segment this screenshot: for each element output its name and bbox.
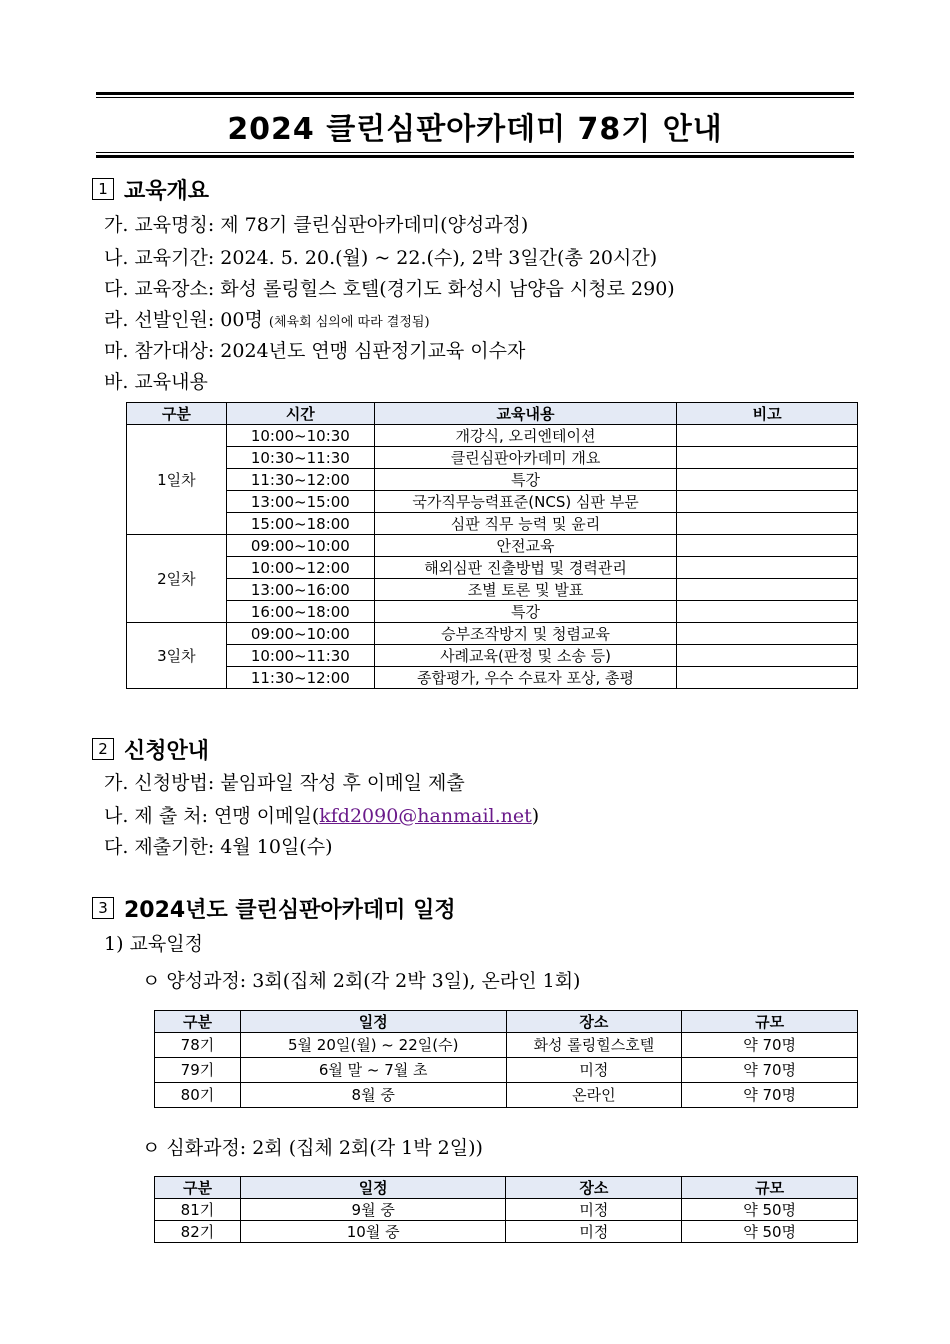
time-cell: 13:00~15:00	[226, 491, 374, 513]
basic-course-bullet: ㅇ 양성과정: 3회(집체 2회(각 2박 3일), 온라인 1회)	[142, 970, 581, 992]
time-cell: 09:00~10:00	[226, 623, 374, 645]
time-cell: 10:00~11:30	[226, 645, 374, 667]
note-cell	[677, 667, 858, 689]
day-cell: 3일차	[127, 623, 227, 689]
table-cell: 약 70명	[682, 1033, 858, 1058]
time-cell: 16:00~18:00	[226, 601, 374, 623]
schedule-subheading: 1) 교육일정	[104, 933, 203, 955]
overview-line-target: 마. 참가대상: 2024년도 연맹 심판정기교육 이수자	[104, 340, 526, 362]
advanced-course-bullet: ㅇ 심화과정: 2회 (집체 2회(각 1박 2일))	[142, 1137, 483, 1159]
note-cell	[677, 601, 858, 623]
email-link[interactable]: kfd2090@hanmail.net	[319, 805, 532, 827]
table-cell: 미정	[506, 1221, 682, 1243]
content-cell: 클린심판아카데미 개요	[374, 447, 677, 469]
table-header-cell: 규모	[682, 1011, 858, 1033]
title-rule	[96, 152, 854, 153]
overview-line-name: 가. 교육명칭: 제 78기 클린심판아카데미(양성과정)	[104, 214, 529, 236]
application-line-recipient	[104, 801, 539, 828]
table-header-cell: 시간	[226, 403, 374, 425]
time-cell: 10:30~11:30	[226, 447, 374, 469]
section-number: 3	[92, 897, 114, 919]
application-line-method: 가. 신청방법: 붙임파일 작성 후 이메일 제출	[104, 772, 465, 794]
table-header-cell: 일정	[240, 1177, 506, 1199]
title-rule	[96, 155, 854, 158]
time-cell: 09:00~10:00	[226, 535, 374, 557]
section-number: 1	[92, 178, 114, 200]
table-cell: 화성 롤링힐스호텔	[506, 1033, 682, 1058]
table-header-cell: 장소	[506, 1177, 682, 1199]
section-heading-schedule	[92, 893, 456, 923]
section-heading-overview	[92, 174, 209, 204]
content-cell: 조별 토론 및 발표	[374, 579, 677, 601]
title-rule	[96, 97, 854, 98]
time-cell: 15:00~18:00	[226, 513, 374, 535]
table-row	[127, 623, 858, 645]
table-cell: 약 70명	[682, 1058, 858, 1083]
content-cell: 특강	[374, 469, 677, 491]
table-row	[127, 645, 858, 667]
section-title: 2024년도 클린심판아카데미 일정	[124, 897, 456, 923]
quota-note: (체육회 심의에 따라 결정됨)	[268, 315, 430, 330]
table-cell: 78기	[155, 1033, 241, 1058]
table-row	[127, 491, 858, 513]
note-cell	[677, 579, 858, 601]
table-cell: 약 50명	[682, 1199, 858, 1221]
time-cell: 10:00~10:30	[226, 425, 374, 447]
time-cell: 11:30~12:00	[226, 469, 374, 491]
note-cell	[677, 491, 858, 513]
note-cell	[677, 623, 858, 645]
section-heading-application	[92, 734, 209, 764]
table-cell: 미정	[506, 1199, 682, 1221]
table-header-cell: 비고	[677, 403, 858, 425]
table-row	[127, 535, 858, 557]
table-row	[127, 557, 858, 579]
day-cell: 2일차	[127, 535, 227, 623]
table-row	[127, 579, 858, 601]
table-row	[127, 513, 858, 535]
note-cell	[677, 535, 858, 557]
content-cell: 사례교육(판정 및 소송 등)	[374, 645, 677, 667]
section-title: 교육개요	[124, 178, 210, 204]
time-cell: 10:00~12:00	[226, 557, 374, 579]
content-cell: 승부조작방지 및 청렴교육	[374, 623, 677, 645]
overview-line-period: 나. 교육기간: 2024. 5. 20.(월) ~ 22.(수), 2박 3일간(총 20시간)	[104, 247, 658, 269]
table-row	[155, 1058, 858, 1083]
table-row	[127, 469, 858, 491]
overview-line-content: 바. 교육내용	[104, 371, 208, 393]
quota-text: 라. 선발인원: 00명	[104, 309, 263, 331]
table-cell: 미정	[506, 1058, 682, 1083]
table-row	[155, 1199, 858, 1221]
note-cell	[677, 645, 858, 667]
note-cell	[677, 513, 858, 535]
note-cell	[677, 469, 858, 491]
table-header-cell: 구분	[155, 1011, 241, 1033]
content-cell: 개강식, 오리엔테이션	[374, 425, 677, 447]
table-row	[127, 425, 858, 447]
table-row	[155, 1033, 858, 1058]
table-cell: 79기	[155, 1058, 241, 1083]
table-cell: 8월 중	[240, 1083, 506, 1108]
content-cell: 심판 직무 능력 및 윤리	[374, 513, 677, 535]
table-header-cell: 교육내용	[374, 403, 677, 425]
table-cell: 81기	[155, 1199, 241, 1221]
curriculum-table	[126, 402, 858, 689]
table-cell: 6월 말 ~ 7월 초	[240, 1058, 506, 1083]
table-cell: 80기	[155, 1083, 241, 1108]
content-cell: 안전교육	[374, 535, 677, 557]
time-cell: 11:30~12:00	[226, 667, 374, 689]
basic-course-table	[154, 1010, 858, 1108]
table-header-cell: 규모	[682, 1177, 858, 1199]
table-header-row	[155, 1011, 858, 1033]
table-cell: 9월 중	[240, 1199, 506, 1221]
title-box	[96, 92, 854, 158]
table-header-cell: 구분	[155, 1177, 241, 1199]
application-line-deadline: 다. 제출기한: 4월 10일(수)	[104, 836, 333, 858]
note-cell	[677, 557, 858, 579]
table-header-row	[155, 1177, 858, 1199]
recipient-prefix: 나. 제 출 처: 연맹 이메일(	[104, 805, 320, 827]
time-cell: 13:00~16:00	[226, 579, 374, 601]
title-rule	[96, 92, 854, 95]
content-cell: 국가직무능력표준(NCS) 심판 부문	[374, 491, 677, 513]
table-header-row	[127, 403, 858, 425]
content-cell: 특강	[374, 601, 677, 623]
table-row	[127, 447, 858, 469]
overview-line-location: 다. 교육장소: 화성 롤링힐스 호텔(경기도 화성시 남양읍 시청로 290)	[104, 278, 675, 300]
table-cell: 82기	[155, 1221, 241, 1243]
recipient-suffix: )	[531, 805, 540, 827]
table-header-cell: 구분	[127, 403, 227, 425]
section-number: 2	[92, 738, 114, 760]
note-cell	[677, 425, 858, 447]
table-row	[155, 1083, 858, 1108]
section-title: 신청안내	[124, 738, 210, 764]
table-cell: 약 70명	[682, 1083, 858, 1108]
table-row	[155, 1221, 858, 1243]
table-header-cell: 장소	[506, 1011, 682, 1033]
note-cell	[677, 447, 858, 469]
table-cell: 온라인	[506, 1083, 682, 1108]
advanced-course-table	[154, 1176, 858, 1243]
content-cell: 종합평가, 우수 수료자 포상, 총평	[374, 667, 677, 689]
day-cell: 1일차	[127, 425, 227, 535]
overview-line-quota	[104, 305, 430, 332]
table-cell: 약 50명	[682, 1221, 858, 1243]
table-cell: 5월 20일(월) ~ 22일(수)	[240, 1033, 506, 1058]
document-title: 2024 클린심판아카데미 78기 안내	[227, 112, 723, 147]
table-cell: 10월 중	[240, 1221, 506, 1243]
table-row	[127, 667, 858, 689]
table-row	[127, 601, 858, 623]
table-header-cell: 일정	[240, 1011, 506, 1033]
content-cell: 해외심판 진출방법 및 경력관리	[374, 557, 677, 579]
